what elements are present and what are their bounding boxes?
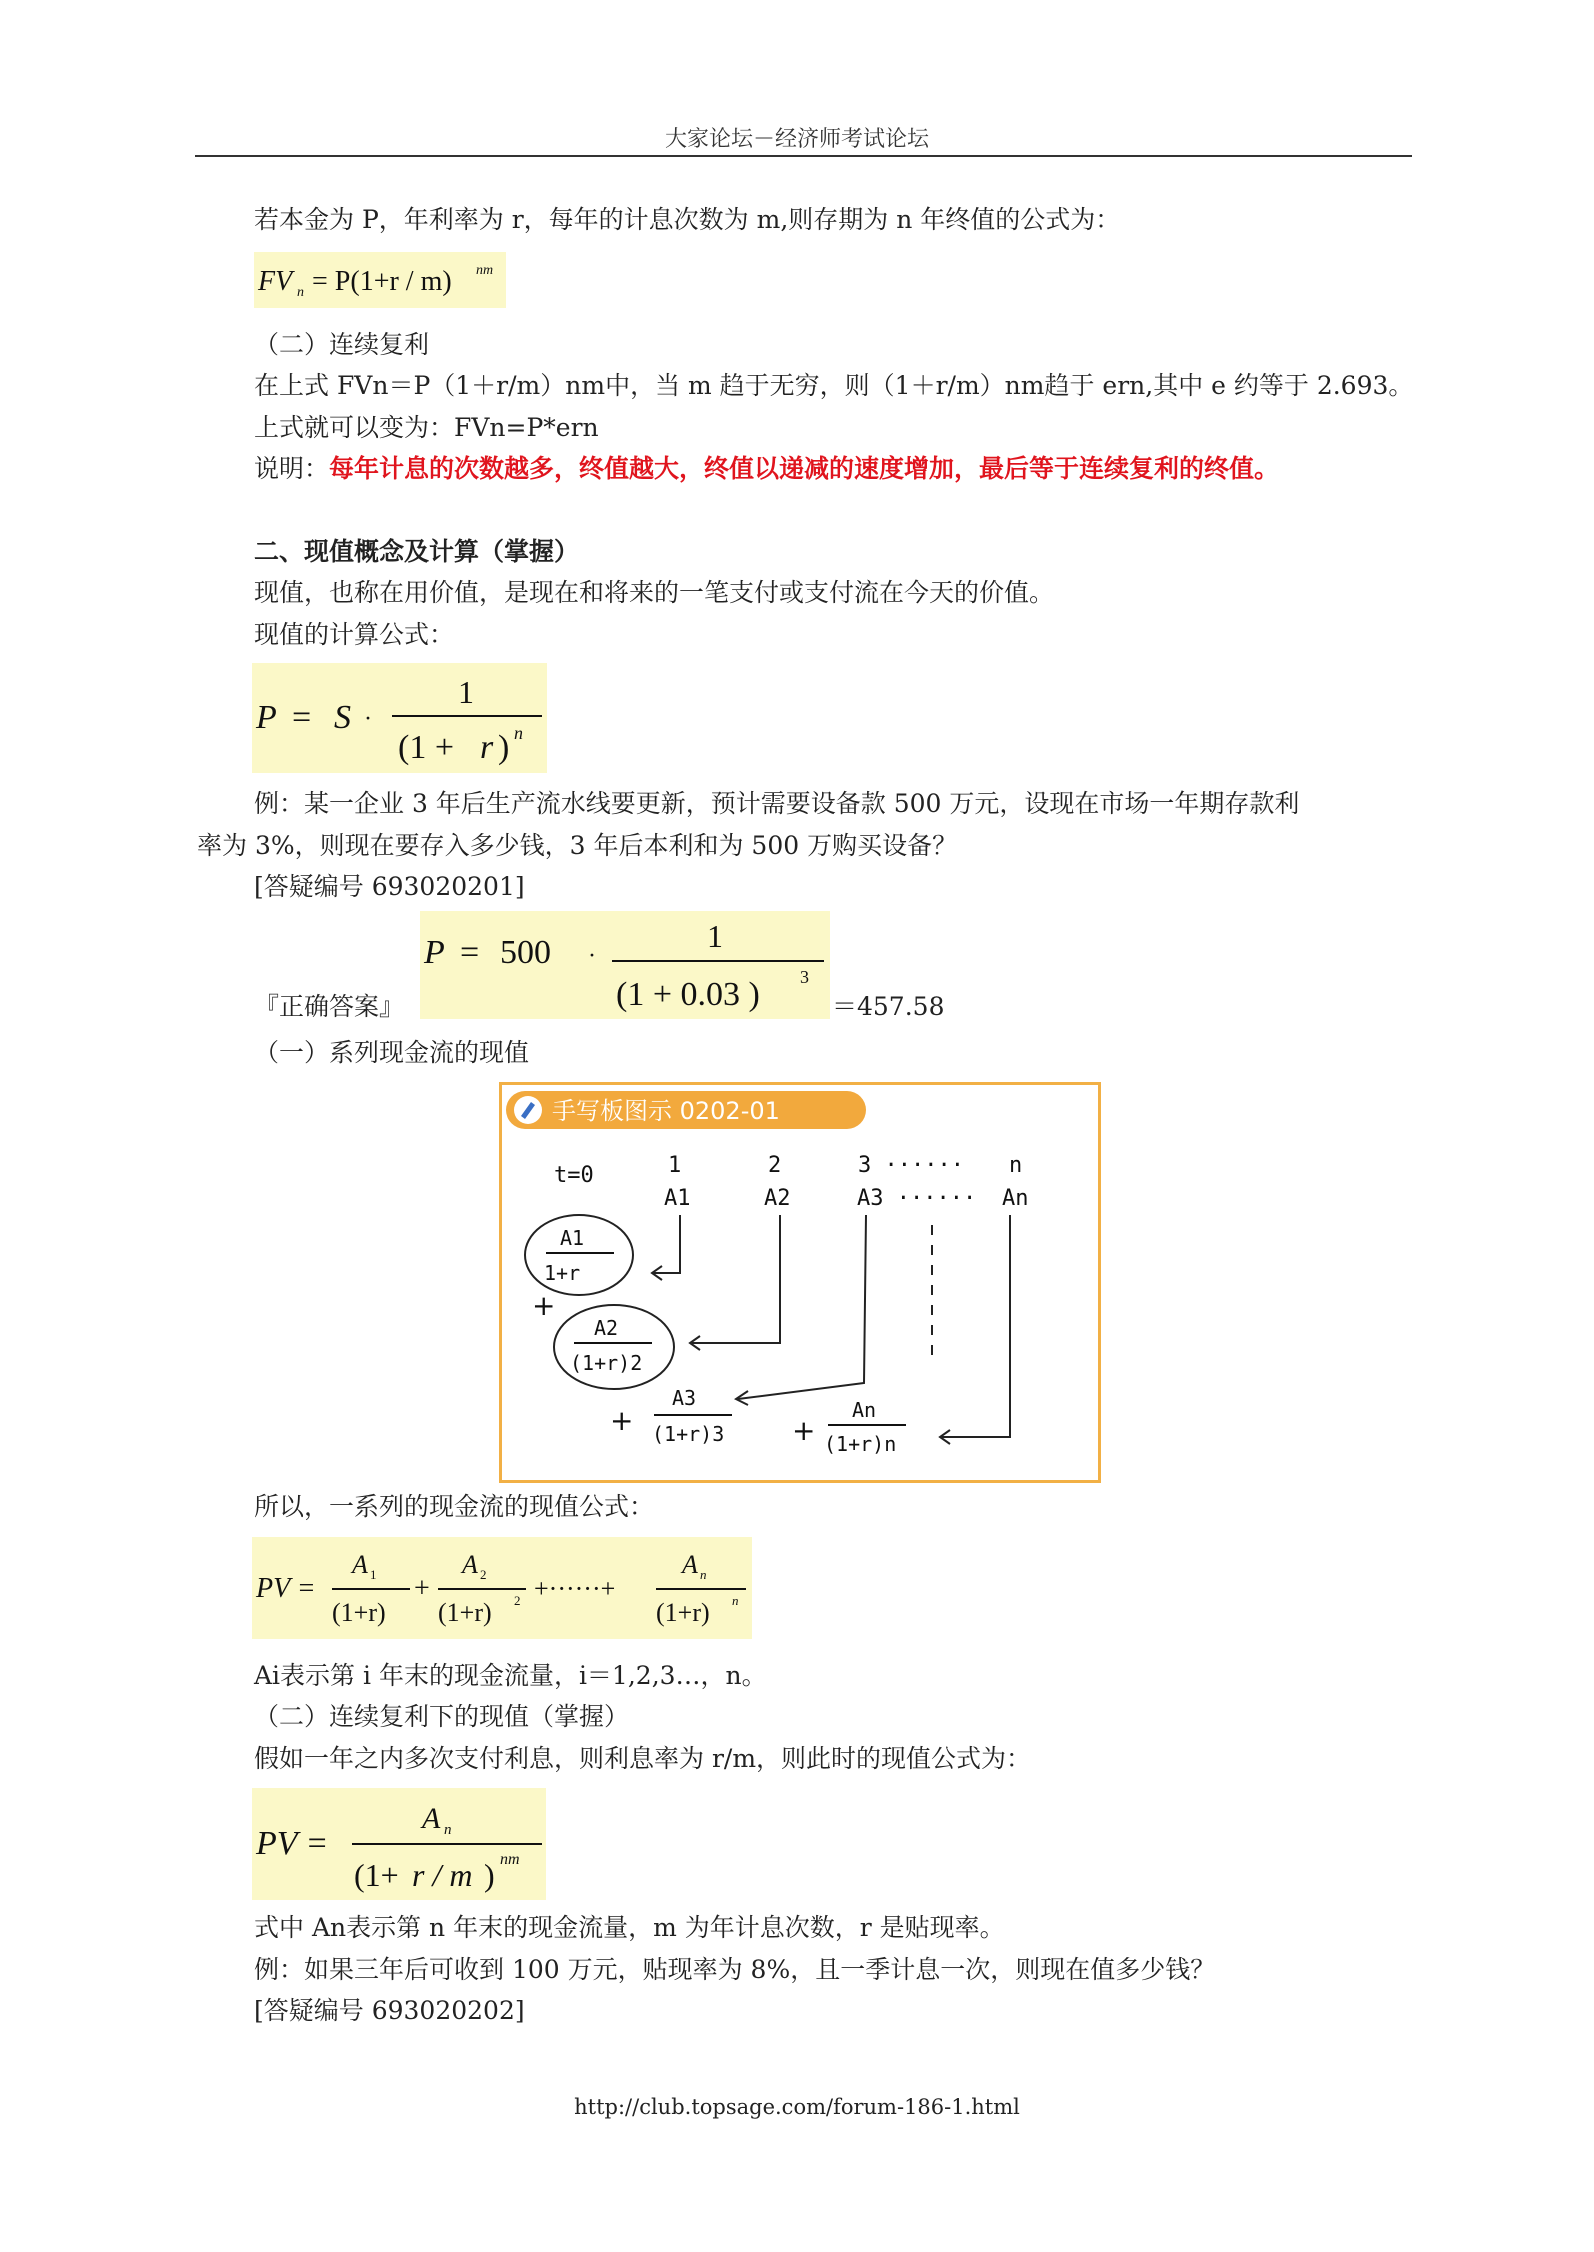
svg-text:A1: A1: [560, 1226, 585, 1250]
svg-text:r / m: r / m: [412, 1857, 473, 1893]
qa-number-2: [答疑编号 693020202]: [254, 1996, 525, 2025]
diagram-title: 手写板图示 0202-01: [552, 1097, 780, 1125]
page-header-title: 大家论坛－经济师考试论坛: [664, 127, 929, 152]
label-t0: t=0: [554, 1163, 594, 1188]
svg-text:1: 1: [458, 674, 474, 710]
svg-text:A: A: [422, 1802, 441, 1835]
svg-text:An: An: [852, 1398, 877, 1422]
svg-text:S: S: [334, 699, 351, 736]
text-line-fvn: 上式就可以变为：FVn=P*ern: [254, 413, 599, 442]
qa-number-1: [答疑编号 693020201]: [254, 872, 525, 901]
svg-text:FV: FV: [258, 266, 293, 297]
handwritten-diagram: [499, 1082, 1101, 1483]
text-line-multi-payment: 假如一年之内多次支付利息，则利息率为 r/m，则此时的现值公式为：: [254, 1744, 1032, 1773]
svg-text:(1+r): (1+r): [656, 1598, 710, 1627]
text-line-ai-definition: Ai表示第 i 年末的现金流量，i＝1,2,3…，n。: [254, 1661, 767, 1690]
text-line-principal: 若本金为 P，年利率为 r，每年的计息次数为 m,则存期为 n 年终值的公式为：: [254, 205, 1121, 234]
svg-text:A: A: [682, 1550, 698, 1579]
formula-example-answer: [420, 911, 830, 1019]
svg-text:500: 500: [500, 934, 551, 971]
section-heading-present-value: 二、现值概念及计算（掌握）: [254, 537, 580, 566]
svg-text:(1+: (1+: [354, 1857, 399, 1893]
text-line-limit: 在上式 FVn＝P（1＋r/m）nm中，当 m 趋于无穷，则（1＋r/m）nm趋于 ern,其中 e 约等于 2.693。: [254, 371, 1414, 400]
svg-text:·: ·: [364, 706, 372, 732]
text-line-explanation: [254, 452, 1279, 486]
svg-text:1+r: 1+r: [544, 1261, 581, 1285]
svg-text:2: 2: [514, 1593, 521, 1608]
svg-text:A: A: [462, 1550, 478, 1579]
svg-text:n: n: [297, 285, 304, 300]
explanation-red-text: 每年计息的次数越多，终值越大，终值以递减的速度增加，最后等于连续复利的终值。: [329, 454, 1280, 483]
correct-answer-label: 『正确答案』: [254, 992, 405, 1021]
svg-text:2: 2: [480, 1567, 487, 1582]
explanation-prefix: 说明：: [254, 454, 330, 483]
svg-text:n: n: [732, 1593, 739, 1608]
subheading-continuous-compounding: （二）连续复利: [254, 330, 430, 359]
footer-url[interactable]: http://club.topsage.com/forum-186-1.html: [574, 2095, 1020, 2119]
svg-text:(1+r)n: (1+r)n: [824, 1432, 897, 1456]
period-1: 1: [668, 1153, 682, 1178]
flow-a3: A3 ······: [857, 1186, 977, 1211]
svg-text:A2: A2: [594, 1316, 619, 1340]
svg-text:1: 1: [370, 1567, 377, 1582]
svg-text:(1+r)3: (1+r)3: [652, 1422, 725, 1446]
svg-text:n: n: [444, 1822, 452, 1838]
svg-text:PV =: PV =: [256, 1825, 329, 1862]
flow-a2: A2: [764, 1186, 791, 1211]
text-line-example-1: 例：某一企业 3 年后生产流水线要更新，预计需要设备款 500 万元，设现在市场一年期存款利: [254, 789, 1300, 818]
svg-text:+······+: +······+: [534, 1574, 616, 1603]
svg-text:(1+r): (1+r): [438, 1598, 492, 1627]
text-line-an-definition: 式中 An表示第 n 年末的现金流量，m 为年计息次数，r 是贴现率。: [254, 1913, 1005, 1942]
svg-text:=: =: [292, 699, 312, 736]
svg-text:+: +: [610, 1404, 634, 1437]
correct-answer-result: ＝457.58: [832, 992, 945, 1021]
period-n: n: [1009, 1153, 1023, 1178]
svg-text:): ): [484, 1857, 495, 1893]
period-3: 3 ······: [858, 1153, 964, 1178]
svg-text:(1 + 0.03 ): (1 + 0.03 ): [616, 976, 760, 1013]
formula-series-present-value: [252, 1537, 752, 1639]
svg-text:·: ·: [588, 943, 596, 969]
svg-text:nm: nm: [476, 263, 494, 278]
svg-text:n: n: [514, 723, 523, 743]
formula-future-value: [254, 252, 506, 308]
svg-text:+: +: [792, 1414, 816, 1447]
svg-text:=: =: [460, 934, 480, 971]
svg-text:(1+r)2: (1+r)2: [570, 1351, 643, 1375]
svg-text:3: 3: [800, 967, 809, 987]
period-2: 2: [768, 1153, 782, 1178]
svg-text:P: P: [256, 699, 277, 736]
svg-text:): ): [498, 729, 510, 766]
formula-present-value: [252, 663, 547, 773]
svg-text:A: A: [352, 1550, 368, 1579]
svg-text:PV =: PV =: [256, 1573, 316, 1604]
flow-a1: A1: [664, 1186, 691, 1211]
svg-text:n: n: [700, 1567, 707, 1582]
svg-text:(1 +: (1 +: [398, 729, 454, 766]
text-line-example-2: 例：如果三年后可收到 100 万元，贴现率为 8%，且一季计息一次，则现在值多少钱？: [254, 1955, 1216, 1984]
text-line-series-pv-label: 所以，一系列的现金流的现值公式：: [254, 1492, 655, 1521]
flow-an: An: [1002, 1186, 1029, 1211]
svg-text:1: 1: [707, 918, 723, 954]
formula-continuous-present-value: [252, 1788, 546, 1900]
svg-text:A3: A3: [672, 1386, 697, 1410]
svg-text:= P(1+r / m): = P(1+r / m): [312, 266, 452, 297]
svg-text:+: +: [532, 1289, 556, 1322]
svg-text:nm: nm: [500, 1851, 520, 1868]
text-line-pv-definition: 现值，也称在用价值，是现在和将来的一笔支付或支付流在今天的价值。: [254, 578, 1055, 607]
subheading-series-cash-flow: （一）系列现金流的现值: [254, 1038, 530, 1067]
svg-text:+: +: [414, 1573, 430, 1604]
svg-text:(1+r): (1+r): [332, 1598, 386, 1627]
svg-text:P: P: [424, 934, 445, 971]
subheading-continuous-pv: （二）连续复利下的现值（掌握）: [254, 1702, 630, 1731]
svg-text:r: r: [480, 729, 494, 766]
text-line-pv-formula-label: 现值的计算公式：: [254, 620, 455, 649]
header-divider: [195, 155, 1412, 157]
text-line-example-1-cont: 率为 3%，则现在要存入多少钱，3 年后本利和为 500 万购买设备？: [197, 831, 958, 860]
